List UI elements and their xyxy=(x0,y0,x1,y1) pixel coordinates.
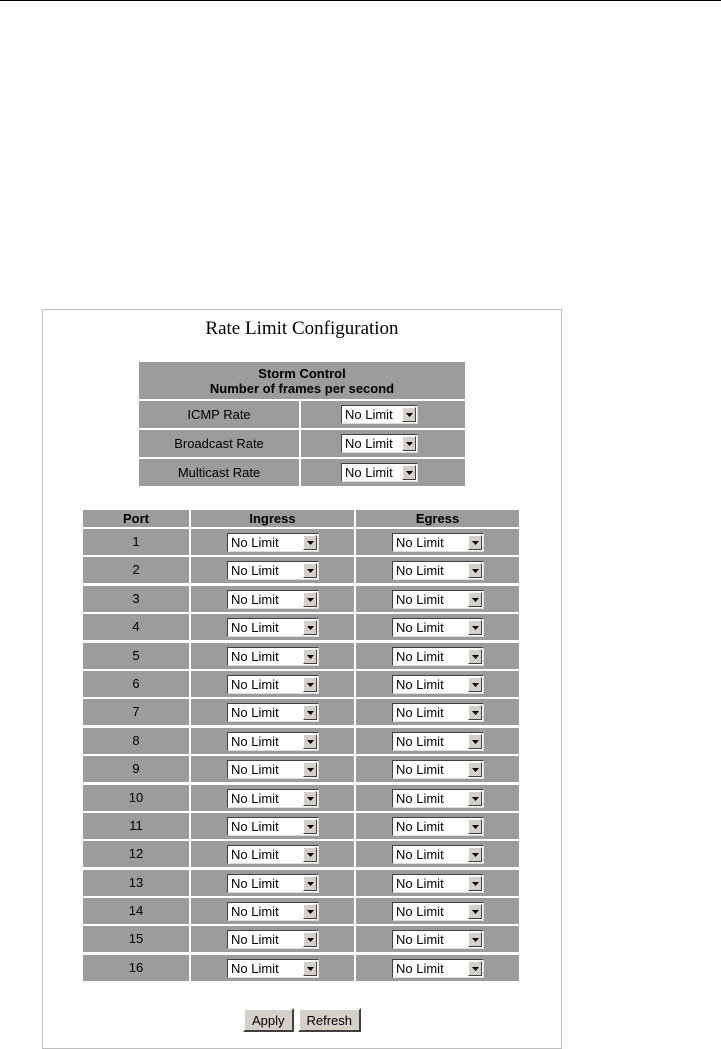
table-row xyxy=(83,870,519,896)
table-row xyxy=(83,699,519,725)
ingress-cell xyxy=(191,586,354,612)
chevron-down-icon[interactable] xyxy=(303,677,317,692)
storm-rate-select-value: No Limit xyxy=(345,407,393,422)
chevron-down-icon[interactable] xyxy=(303,819,317,834)
ingress-select-value: No Limit xyxy=(231,535,279,550)
ingress-cell xyxy=(191,813,354,839)
ingress-select-value: No Limit xyxy=(231,904,279,920)
egress-cell xyxy=(356,898,519,924)
chevron-down-icon[interactable] xyxy=(303,762,317,777)
chevron-down-icon[interactable] xyxy=(468,677,482,692)
egress-select[interactable] xyxy=(392,703,484,722)
egress-select[interactable] xyxy=(392,675,484,694)
port-rows xyxy=(83,529,519,981)
table-row xyxy=(83,643,519,669)
storm-rate-select[interactable] xyxy=(341,405,418,424)
ingress-select[interactable] xyxy=(227,618,319,637)
table-row xyxy=(83,955,519,981)
storm-rate-cell xyxy=(301,430,465,457)
storm-control-heading: Storm Control xyxy=(258,366,346,381)
table-row xyxy=(83,756,519,782)
egress-select-value: No Limit xyxy=(396,762,444,778)
ingress-select-value: No Limit xyxy=(231,762,279,778)
chevron-down-icon[interactable] xyxy=(468,904,482,919)
table-row xyxy=(83,586,519,612)
port-number: 14 xyxy=(83,898,189,924)
ingress-select[interactable] xyxy=(227,789,319,808)
egress-select-value: No Limit xyxy=(396,648,444,664)
chevron-down-icon[interactable] xyxy=(303,705,317,720)
ingress-cell xyxy=(191,841,354,867)
ingress-select[interactable] xyxy=(227,732,319,751)
ingress-select-value: No Limit xyxy=(231,620,279,636)
chevron-down-icon[interactable] xyxy=(468,876,482,891)
chevron-down-icon[interactable] xyxy=(468,762,482,777)
egress-select[interactable] xyxy=(392,533,484,552)
port-number: 16 xyxy=(83,955,189,981)
egress-select-value: No Limit xyxy=(396,875,444,891)
chevron-down-icon[interactable] xyxy=(303,734,317,749)
chevron-down-icon[interactable] xyxy=(303,620,317,635)
storm-control-table xyxy=(139,362,465,486)
ingress-select[interactable] xyxy=(227,675,319,694)
egress-cell xyxy=(356,955,519,981)
storm-rate-select-value: No Limit xyxy=(345,465,393,480)
egress-cell xyxy=(356,756,519,782)
chevron-down-icon[interactable] xyxy=(468,791,482,806)
chevron-down-icon[interactable] xyxy=(468,734,482,749)
ingress-select[interactable] xyxy=(227,561,319,580)
ingress-select-value: No Limit xyxy=(231,875,279,891)
ingress-select[interactable] xyxy=(227,902,319,921)
egress-column-header: Egress xyxy=(356,510,519,527)
table-row xyxy=(83,557,519,583)
ingress-select-value: No Limit xyxy=(231,705,279,721)
table-row xyxy=(83,841,519,867)
ingress-cell xyxy=(191,926,354,952)
egress-select[interactable] xyxy=(392,930,484,949)
storm-rate-label: ICMP Rate xyxy=(139,401,299,428)
table-row xyxy=(83,926,519,952)
table-row xyxy=(83,671,519,697)
egress-select[interactable] xyxy=(392,817,484,836)
chevron-down-icon[interactable] xyxy=(468,592,482,607)
egress-cell xyxy=(356,529,519,555)
ingress-select-value: No Limit xyxy=(231,563,279,579)
storm-rate-select[interactable] xyxy=(341,434,418,453)
chevron-down-icon[interactable] xyxy=(468,932,482,947)
port-rate-table xyxy=(83,510,519,983)
ingress-select[interactable] xyxy=(227,703,319,722)
table-row xyxy=(83,728,519,754)
storm-control-row xyxy=(139,459,465,486)
ingress-cell xyxy=(191,671,354,697)
egress-cell xyxy=(356,671,519,697)
ingress-cell xyxy=(191,614,354,640)
port-number: 15 xyxy=(83,926,189,952)
chevron-down-icon[interactable] xyxy=(468,705,482,720)
storm-rate-select[interactable] xyxy=(341,463,418,482)
chevron-down-icon[interactable] xyxy=(303,791,317,806)
egress-select-value: No Limit xyxy=(396,705,444,721)
chevron-down-icon[interactable] xyxy=(402,436,416,451)
egress-select[interactable] xyxy=(392,732,484,751)
port-number: 12 xyxy=(83,841,189,867)
chevron-down-icon[interactable] xyxy=(402,407,416,422)
chevron-down-icon[interactable] xyxy=(468,961,482,976)
chevron-down-icon[interactable] xyxy=(303,535,317,550)
egress-select[interactable] xyxy=(392,590,484,609)
egress-select[interactable] xyxy=(392,760,484,779)
storm-rate-label: Broadcast Rate xyxy=(139,430,299,457)
egress-select-value: No Limit xyxy=(396,591,444,607)
ingress-select-value: No Limit xyxy=(231,591,279,607)
ingress-select[interactable] xyxy=(227,590,319,609)
chevron-down-icon[interactable] xyxy=(468,563,482,578)
action-buttons xyxy=(43,1008,561,1032)
port-column-header: Port xyxy=(83,510,189,527)
egress-cell xyxy=(356,586,519,612)
ingress-select[interactable] xyxy=(227,817,319,836)
ingress-cell xyxy=(191,756,354,782)
egress-select[interactable] xyxy=(392,618,484,637)
egress-select[interactable] xyxy=(392,789,484,808)
table-row xyxy=(83,813,519,839)
table-row xyxy=(83,529,519,555)
ingress-cell xyxy=(191,898,354,924)
egress-cell xyxy=(356,728,519,754)
ingress-select[interactable] xyxy=(227,959,319,978)
egress-select-value: No Limit xyxy=(396,847,444,863)
ingress-select[interactable] xyxy=(227,760,319,779)
egress-cell xyxy=(356,841,519,867)
table-row xyxy=(83,898,519,924)
ingress-select[interactable] xyxy=(227,533,319,552)
port-number: 8 xyxy=(83,728,189,754)
chevron-down-icon[interactable] xyxy=(468,819,482,834)
chevron-down-icon[interactable] xyxy=(303,876,317,891)
ingress-select[interactable] xyxy=(227,874,319,893)
top-rule xyxy=(0,0,721,1)
port-number: 2 xyxy=(83,557,189,583)
egress-cell xyxy=(356,870,519,896)
storm-control-header xyxy=(139,362,465,399)
ingress-column-header: Ingress xyxy=(191,510,354,527)
table-row xyxy=(83,614,519,640)
ingress-select[interactable] xyxy=(227,647,319,666)
egress-cell xyxy=(356,926,519,952)
chevron-down-icon[interactable] xyxy=(303,563,317,578)
egress-select[interactable] xyxy=(392,902,484,921)
ingress-select[interactable] xyxy=(227,845,319,864)
ingress-select-value: No Limit xyxy=(231,648,279,664)
ingress-cell xyxy=(191,728,354,754)
ingress-select-value: No Limit xyxy=(231,960,279,976)
egress-select-value: No Limit xyxy=(396,535,444,550)
egress-cell xyxy=(356,785,519,811)
egress-select-value: No Limit xyxy=(396,676,444,692)
page-title: Rate Limit Configuration xyxy=(205,318,399,339)
port-table-header xyxy=(83,510,519,527)
egress-cell xyxy=(356,699,519,725)
storm-control-row xyxy=(139,401,465,428)
ingress-cell xyxy=(191,955,354,981)
storm-control-rows xyxy=(139,401,465,486)
port-number: 4 xyxy=(83,614,189,640)
egress-select[interactable] xyxy=(392,845,484,864)
chevron-down-icon[interactable] xyxy=(303,847,317,862)
ingress-cell xyxy=(191,699,354,725)
egress-select-value: No Limit xyxy=(396,932,444,948)
storm-rate-cell xyxy=(301,401,465,428)
storm-rate-label: Multicast Rate xyxy=(139,459,299,486)
ingress-select-value: No Limit xyxy=(231,818,279,834)
egress-select-value: No Limit xyxy=(396,620,444,636)
port-number: 7 xyxy=(83,699,189,725)
apply-button[interactable]: Apply xyxy=(243,1008,294,1032)
chevron-down-icon[interactable] xyxy=(468,649,482,664)
egress-cell xyxy=(356,813,519,839)
egress-cell xyxy=(356,643,519,669)
egress-select[interactable] xyxy=(392,647,484,666)
egress-select-value: No Limit xyxy=(396,790,444,806)
egress-select[interactable] xyxy=(392,561,484,580)
chevron-down-icon[interactable] xyxy=(402,465,416,480)
storm-control-subheading: Number of frames per second xyxy=(209,381,395,396)
storm-control-row xyxy=(139,430,465,457)
egress-select-value: No Limit xyxy=(396,960,444,976)
egress-select[interactable] xyxy=(392,959,484,978)
refresh-button[interactable]: Refresh xyxy=(298,1008,362,1032)
rate-limit-panel xyxy=(42,309,562,1049)
storm-rate-cell xyxy=(301,459,465,486)
egress-select-value: No Limit xyxy=(396,733,444,749)
egress-cell xyxy=(356,557,519,583)
chevron-down-icon[interactable] xyxy=(468,847,482,862)
egress-select[interactable] xyxy=(392,874,484,893)
ingress-cell xyxy=(191,785,354,811)
chevron-down-icon[interactable] xyxy=(303,932,317,947)
chevron-down-icon[interactable] xyxy=(303,592,317,607)
egress-cell xyxy=(356,614,519,640)
ingress-select[interactable] xyxy=(227,930,319,949)
chevron-down-icon[interactable] xyxy=(468,535,482,550)
port-number: 6 xyxy=(83,671,189,697)
port-number: 1 xyxy=(83,529,189,555)
port-number: 5 xyxy=(83,643,189,669)
ingress-cell xyxy=(191,870,354,896)
ingress-cell xyxy=(191,557,354,583)
ingress-cell xyxy=(191,643,354,669)
egress-select-value: No Limit xyxy=(396,563,444,579)
port-number: 9 xyxy=(83,756,189,782)
ingress-select-value: No Limit xyxy=(231,790,279,806)
egress-select-value: No Limit xyxy=(396,904,444,920)
ingress-select-value: No Limit xyxy=(231,733,279,749)
ingress-select-value: No Limit xyxy=(231,676,279,692)
chevron-down-icon[interactable] xyxy=(303,961,317,976)
port-number: 10 xyxy=(83,785,189,811)
port-number: 11 xyxy=(83,813,189,839)
ingress-select-value: No Limit xyxy=(231,847,279,863)
port-number: 13 xyxy=(83,870,189,896)
table-row xyxy=(83,785,519,811)
ingress-cell xyxy=(191,529,354,555)
port-number: 3 xyxy=(83,586,189,612)
chevron-down-icon[interactable] xyxy=(303,649,317,664)
chevron-down-icon[interactable] xyxy=(468,620,482,635)
egress-select-value: No Limit xyxy=(396,818,444,834)
chevron-down-icon[interactable] xyxy=(303,904,317,919)
ingress-select-value: No Limit xyxy=(231,932,279,948)
storm-rate-select-value: No Limit xyxy=(345,436,393,451)
